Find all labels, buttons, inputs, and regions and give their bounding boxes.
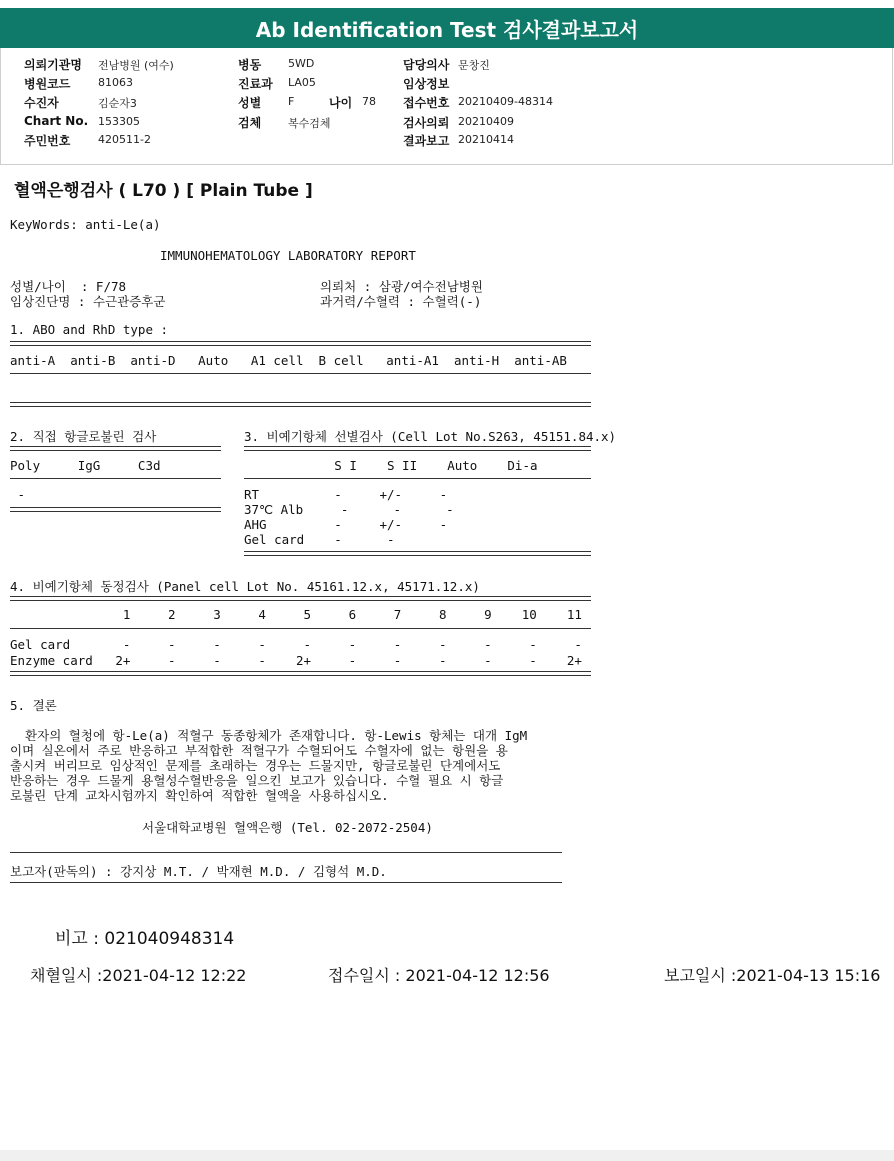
- institution-label: 의뢰기관명: [24, 58, 82, 72]
- conclusion-line: 이며 실온에서 주로 반응하고 부적합한 적혈구가 수혈되어도 수혈자에 없는 항원을 용: [10, 743, 508, 758]
- screening-row: 37℃ Alb - - -: [244, 502, 454, 517]
- dat-section-title: 2. 직접 항글로불린 검사: [10, 429, 157, 444]
- divider: [10, 596, 591, 601]
- report-date-label: 결과보고: [403, 134, 450, 148]
- screening-section-title: 3. 비예기항체 선별검사 (Cell Lot No.S263, 45151.84.x): [244, 429, 617, 444]
- received-datetime: 접수일시 : 2021-04-12 12:56: [328, 966, 550, 985]
- panel-section-title: 4. 비예기항체 동정검사 (Panel cell Lot No. 45161.12.x, 45171.12.x): [10, 579, 480, 594]
- divider: [10, 478, 221, 479]
- dat-values: -: [10, 487, 26, 502]
- chart-no-label: Chart No.: [24, 114, 89, 128]
- diagnosis-line: 임상진단명 : 수근관증후군: [10, 294, 166, 309]
- report-title-bar: [0, 8, 894, 48]
- abo-headers: anti-A anti-B anti-D Auto A1 cell B cell anti-A1 anti-H anti-AB: [10, 353, 567, 368]
- divider: [10, 507, 221, 512]
- ward-value: 5WD: [288, 57, 315, 70]
- divider: [10, 628, 591, 629]
- panel-gel-row: Gel card - - - - - - - - - - -: [10, 637, 582, 652]
- screening-row: Gel card - -: [244, 532, 395, 547]
- reporter-line: 보고자(판독의) : 강지상 M.T. / 박재현 M.D. / 김형석 M.D.: [10, 864, 387, 879]
- screening-row: AHG - +/- -: [244, 517, 448, 532]
- divider: [244, 478, 591, 479]
- conclusion-line: 반응하는 경우 드물게 용혈성수혈반응을 일으킨 보고가 있습니다. 수혈 필요 시 항글: [10, 773, 504, 788]
- chart-no-value: 153305: [98, 115, 140, 128]
- sex-age-line: 성별/나이 : F/78: [10, 279, 127, 294]
- panel-headers: 1 2 3 4 5 6 7 8 9 10 11: [10, 607, 582, 622]
- patient-value: 김순자3: [98, 97, 137, 110]
- test-title: 혈액은행검사 ( L70 ) [ Plain Tube ]: [14, 181, 313, 201]
- lab-report-title: IMMUNOHEMATOLOGY LABORATORY REPORT: [160, 248, 416, 263]
- age-value: 78: [362, 95, 376, 108]
- sex-value: F: [288, 95, 295, 108]
- conclusion-line: 로불린 단계 교차시험까지 확인하여 적합한 혈액을 사용하십시오.: [10, 788, 389, 803]
- rrn-label: 주민번호: [24, 134, 71, 148]
- page-bottom-band: [0, 1150, 894, 1161]
- dat-headers: Poly IgG C3d: [10, 458, 161, 473]
- collected-datetime: 채혈일시 :2021-04-12 12:22: [30, 966, 247, 985]
- patient-label: 수진자: [24, 96, 59, 110]
- screening-headers: S I S II Auto Di-a: [244, 458, 538, 473]
- divider: [244, 446, 591, 451]
- divider: [10, 373, 591, 374]
- dept-value: LA05: [288, 76, 316, 89]
- panel-enzyme-row: Enzyme card 2+ - - - 2+ - - - - - 2+: [10, 653, 582, 668]
- hospital-code-label: 병원코드: [24, 77, 71, 91]
- report-date-value: 20210414: [458, 133, 514, 146]
- specimen-label: 검체: [238, 116, 262, 130]
- clinical-info-label: 임상정보: [403, 77, 450, 91]
- divider: [10, 402, 591, 407]
- divider: [10, 446, 221, 451]
- divider: [244, 551, 591, 556]
- request-date-label: 검사의뢰: [403, 116, 450, 130]
- doctor-label: 담당의사: [403, 58, 450, 72]
- hospital-contact-line: 서울대학교병원 혈액은행 (Tel. 02-2072-2504): [142, 820, 433, 835]
- divider: [10, 852, 562, 853]
- divider: [10, 341, 591, 346]
- keywords: KeyWords: anti-Le(a): [10, 217, 161, 232]
- doctor-value: 문창진: [458, 59, 490, 72]
- institution-value: 전남병원 (여수): [98, 59, 174, 72]
- report-title: Ab Identification Test 검사결과보고서: [255, 17, 639, 42]
- screening-row: RT - +/- -: [244, 487, 448, 502]
- note-line: 비고 : 021040948314: [55, 929, 235, 949]
- ward-label: 병동: [238, 58, 262, 72]
- patient-info-box: [0, 48, 893, 165]
- request-date-value: 20210409: [458, 115, 514, 128]
- hospital-code-value: 81063: [98, 76, 133, 89]
- dept-label: 진료과: [238, 77, 273, 91]
- conclusion-section-title: 5. 결론: [10, 698, 57, 713]
- reported-datetime: 보고일시 :2021-04-13 15:16: [664, 966, 881, 985]
- requester-line: 의뢰처 : 삼광/여수전남병원: [320, 279, 483, 294]
- sex-label: 성별: [238, 96, 262, 110]
- abo-section-title: 1. ABO and RhD type :: [10, 322, 169, 337]
- accession-label: 접수번호: [403, 96, 450, 110]
- conclusion-line: 환자의 혈청에 항-Le(a) 적혈구 동종항체가 존재합니다. 항-Lewis 항체는 대개 IgM: [10, 728, 528, 743]
- accession-value: 20210409-48314: [458, 95, 553, 108]
- rrn-value: 420511-2: [98, 133, 151, 146]
- age-label: 나이: [329, 96, 353, 110]
- divider: [10, 882, 562, 883]
- conclusion-line: 출시켜 버리므로 임상적인 문제를 초래하는 경우는 드물지만, 항글로불린 단계에서도: [10, 758, 501, 773]
- specimen-value: 복수검체: [288, 117, 331, 130]
- divider: [10, 671, 591, 676]
- history-line: 과거력/수혈력 : 수혈력(-): [320, 294, 482, 309]
